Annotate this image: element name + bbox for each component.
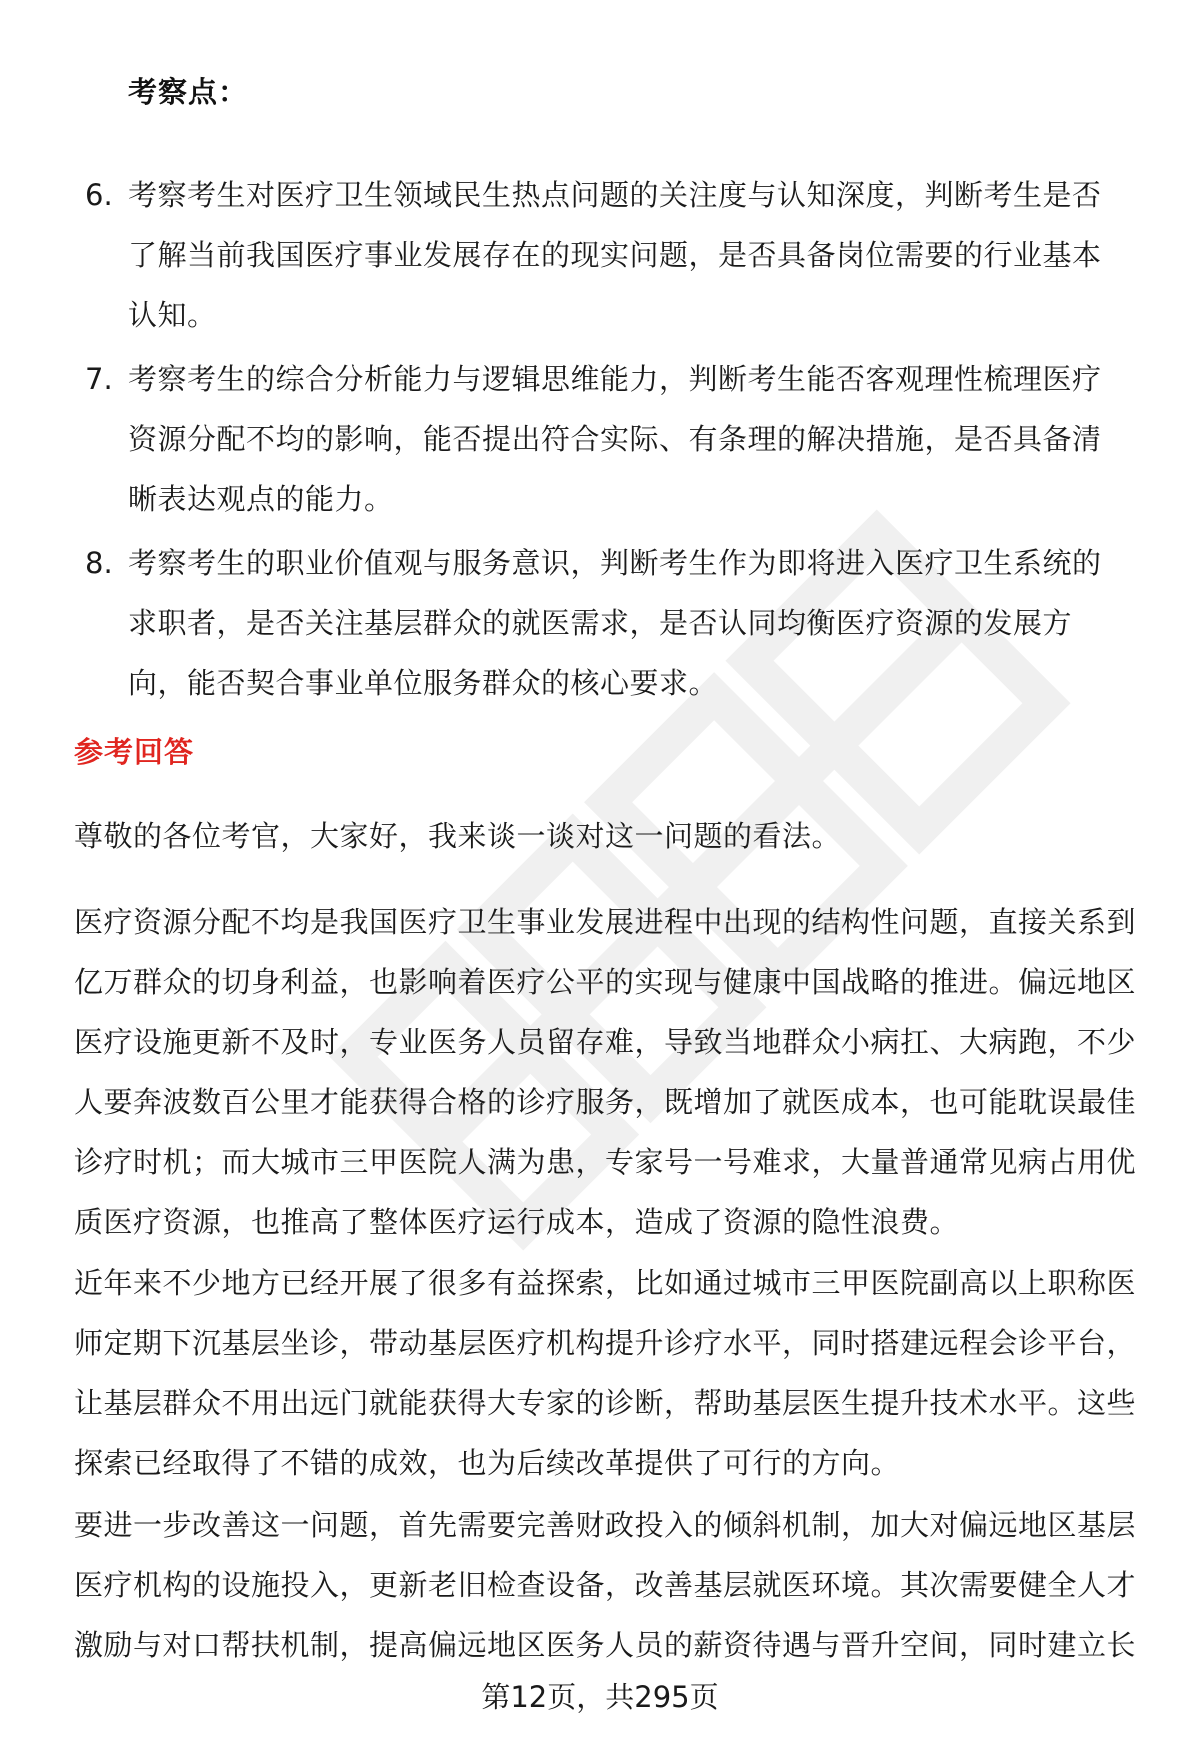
- list-item-number: 8.: [85, 546, 113, 580]
- list-item-text: 考察考生的职业价值观与服务意识，判断考生作为即将进入医疗卫生系统的求职者，是否关注基层群众的就医需求，是否认同均衡医疗资源的发展方向，能否契合事业单位服务群众的核心要求。: [128, 546, 1102, 700]
- answer-paragraph: 近年来不少地方已经开展了很多有益探索，比如通过城市三甲医院副高以上职称医师定期下沉基层坐诊，带动基层医疗机构提升诊疗水平，同时搭建远程会诊平台，让基层群众不用出远门就能获得大专家的诊断，帮助基层医生提升技术水平。这些探索已经取得了不错的成效，也为后续改革提供了可行的方向。: [74, 1266, 1137, 1480]
- answer-heading: 参考回答: [74, 735, 195, 769]
- examination-points-list: [0, 165, 1200, 717]
- greeting-paragraph: 尊敬的各位考官，大家好，我来谈一谈对这一问题的看法。: [74, 819, 842, 853]
- section-label: 考察点：: [128, 75, 249, 109]
- list-item: [0, 349, 1200, 529]
- list-item-text: 考察考生的综合分析能力与逻辑思维能力，判断考生能否客观理性梳理医疗资源分配不均的影响，能否提出符合实际、有条理的解决措施，是否具备清晰表达观点的能力。: [128, 362, 1102, 516]
- list-item-number: 6.: [85, 178, 113, 212]
- answer-paragraph: 要进一步改善这一问题，首先需要完善财政投入的倾斜机制，加大对偏远地区基层医疗机构的设施投入，更新老旧检查设备，改善基层就医环境。其次需要健全人才激励与对口帮扶机制，提高偏远地区医务人员的薪资待遇与晋升空间，同时建立长: [74, 1508, 1137, 1662]
- page-number-footer: 第12页，共295页: [481, 1680, 719, 1714]
- list-item-number: 7.: [85, 362, 113, 396]
- list-item: [0, 533, 1200, 713]
- list-item-text: 考察考生对医疗卫生领域民生热点问题的关注度与认知深度，判断考生是否了解当前我国医疗事业发展存在的现实问题，是否具备岗位需要的行业基本认知。: [128, 178, 1102, 332]
- answer-paragraph: 医疗资源分配不均是我国医疗卫生事业发展进程中出现的结构性问题，直接关系到亿万群众的切身利益，也影响着医疗公平的实现与健康中国战略的推进。偏远地区医疗设施更新不及时，专业医务人员留存难，导致当地群众小病扛、大病跑，不少人要奔波数百公里才能获得合格的诊疗服务，既增加了就医成本，也可能耽误最佳诊疗时机；而大城市三甲医院人满为患，专家号一号难求，大量普通常见病占用优质医疗资源，也推高了整体医疗运行成本，造成了资源的隐性浪费。: [74, 905, 1137, 1239]
- list-item: [0, 165, 1200, 345]
